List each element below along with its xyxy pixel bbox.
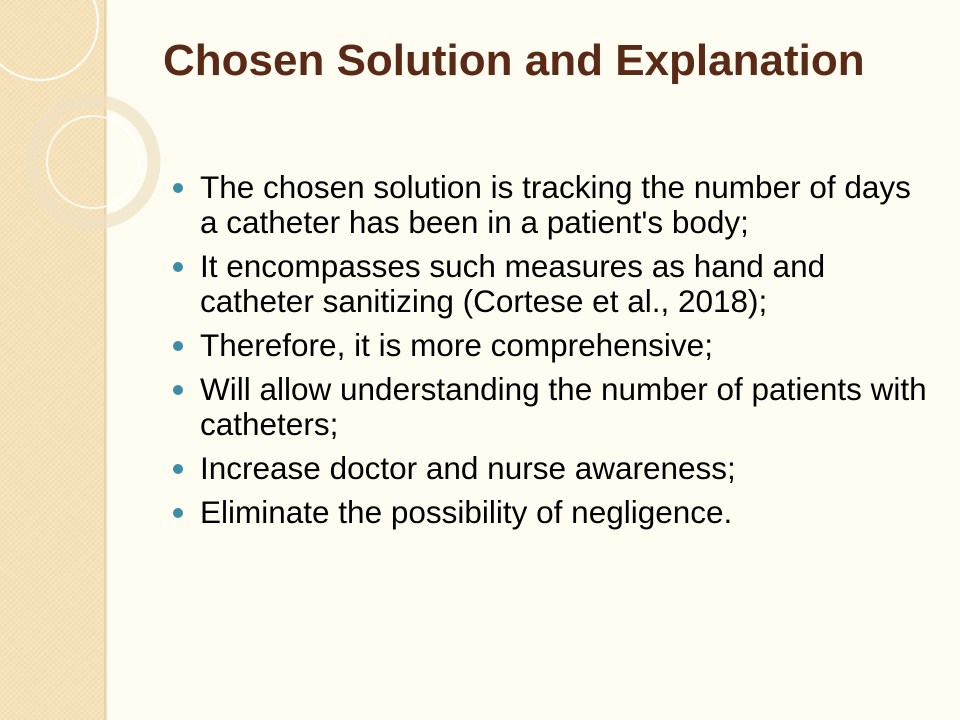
bullet-text: Increase doctor and nurse awareness; xyxy=(200,450,736,486)
bullet-item xyxy=(171,372,931,442)
bullet-text: The chosen solution is tracking the number of days a catheter has been in a patient's body; xyxy=(200,169,911,240)
bullet-text: Eliminate the possibility of negligence. xyxy=(200,494,733,530)
bullet-item xyxy=(171,249,931,319)
bullet-text: Therefore, it is more comprehensive; xyxy=(200,327,713,363)
bullet-text: It encompasses such measures as hand and catheter sanitizing (Cortese et al., 2018); xyxy=(200,248,826,319)
bullet-dot-icon xyxy=(173,341,183,351)
bullet-dot-icon xyxy=(173,262,183,272)
bullet-list xyxy=(171,170,931,539)
bullet-item xyxy=(171,495,931,530)
bullet-item xyxy=(171,170,931,240)
bullet-dot-icon xyxy=(173,183,183,193)
bullet-item xyxy=(171,451,931,486)
bullet-item xyxy=(171,328,931,363)
slide-title: Chosen Solution and Explanation xyxy=(163,36,865,85)
bullet-dot-icon xyxy=(173,508,183,518)
bullet-dot-icon xyxy=(173,385,183,395)
bullet-text: Will allow understanding the number of patients with catheters; xyxy=(200,371,927,442)
bullet-dot-icon xyxy=(173,464,183,474)
